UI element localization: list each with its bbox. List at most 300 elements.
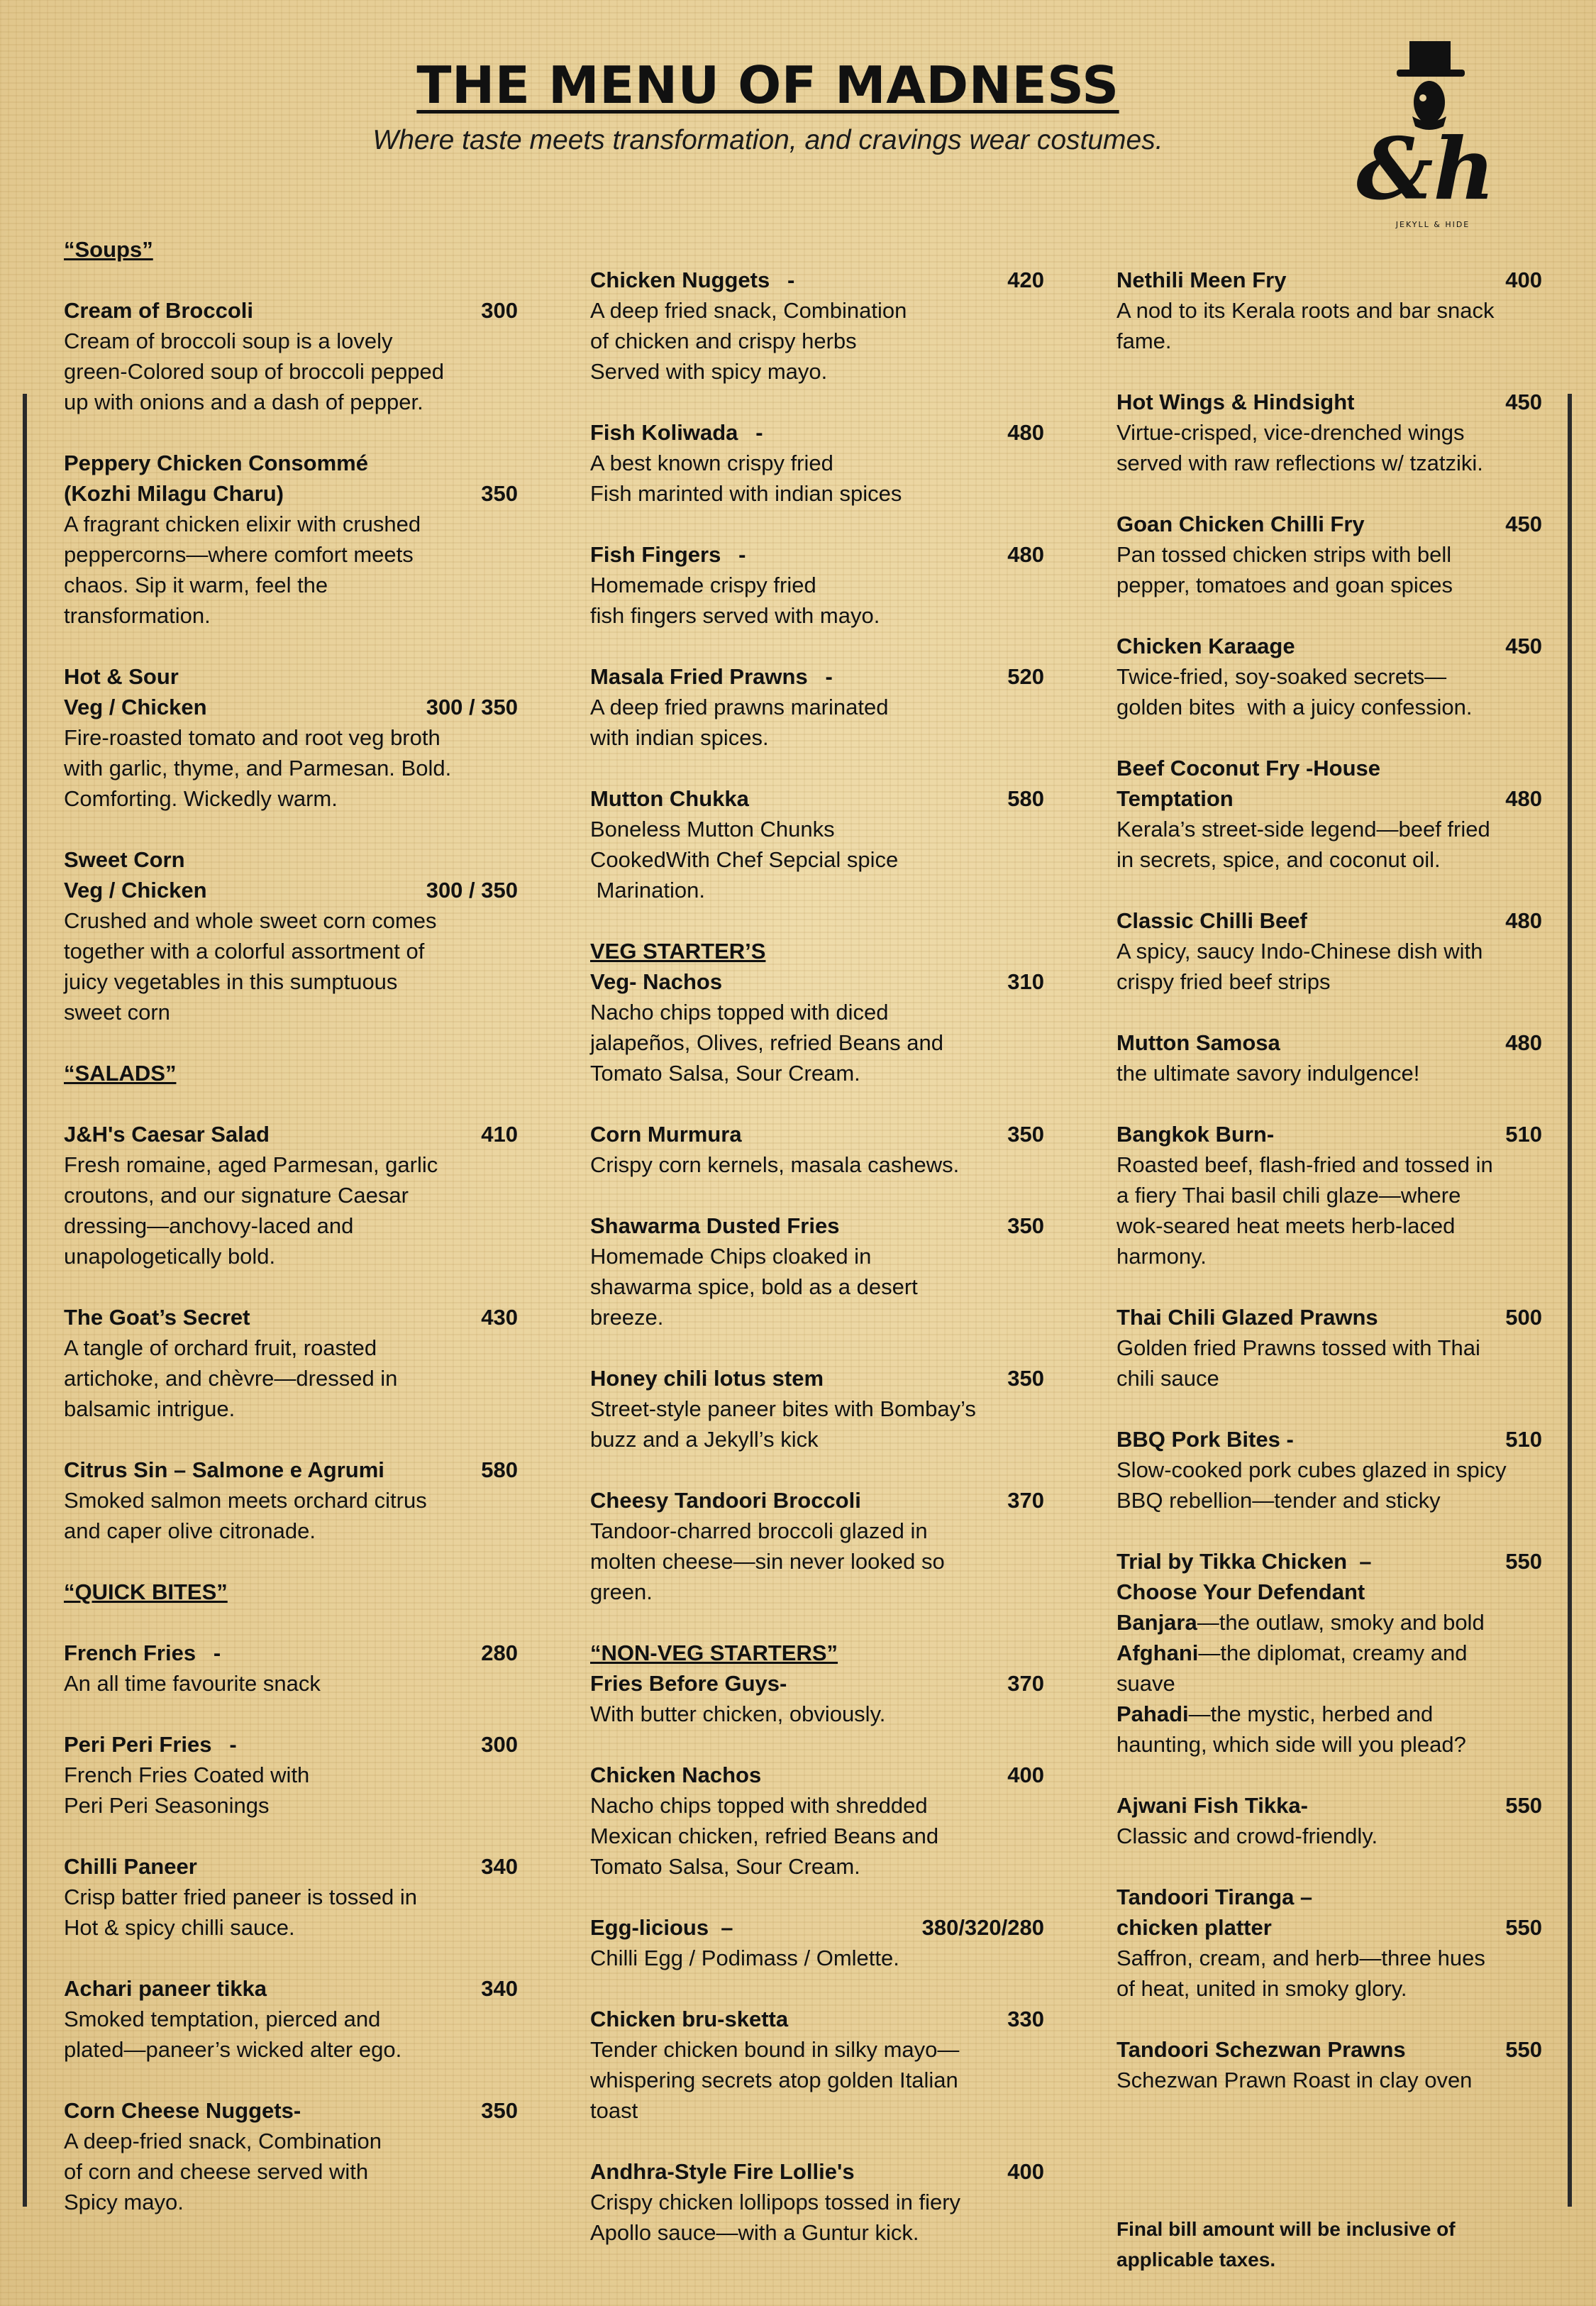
item-price: 300 (481, 1732, 518, 1757)
item-price: 310 (1007, 969, 1044, 994)
item-price: 480 (1505, 1030, 1542, 1055)
item-description: dressing—anchovy-laced and (64, 1213, 354, 1238)
item-name: Chicken Nuggets (590, 267, 770, 292)
item-price: 300 / 350 (426, 695, 518, 719)
menu-item (1116, 905, 1542, 997)
item-description: toast (590, 2098, 638, 2123)
item-description: A best known crispy fried (590, 451, 833, 475)
item-price: 550 (1505, 1549, 1542, 1574)
item-header (1116, 1119, 1542, 1149)
menu-item (64, 1729, 518, 1821)
item-name: Tandoori Schezwan Prawns (1116, 2037, 1406, 2062)
menu-item (590, 1363, 1044, 1455)
menu-item (1116, 631, 1542, 722)
item-header (1116, 1546, 1542, 1577)
item-header (64, 1119, 518, 1149)
item-description: fish fingers served with mayo. (590, 603, 880, 628)
item-price: 450 (1505, 512, 1542, 536)
item-name: Peri Peri Fries (64, 1732, 212, 1757)
menu-item (590, 2156, 1044, 2248)
item-name: Fish Koliwada (590, 420, 738, 445)
item-price: 480 (1505, 908, 1542, 933)
item-header (64, 2095, 518, 2126)
item-header (590, 1668, 1044, 1699)
item-description: of chicken and crispy herbs (590, 329, 857, 353)
item-header-2 (64, 692, 518, 722)
tikka-option-desc: —the mystic, herbed and (1188, 1701, 1434, 1726)
item-description: A fragrant chicken elixir with crushed (64, 512, 421, 536)
item-description: Fire-roasted tomato and root veg broth (64, 725, 440, 750)
item-description: Schezwan Prawn Roast in clay oven (1116, 2068, 1473, 2092)
item-description: chili sauce (1116, 1366, 1219, 1391)
item-dash: - (825, 664, 833, 689)
item-description: Tomato Salsa, Sour Cream. (590, 1061, 860, 1086)
item-description: molten cheese—sin never looked so (590, 1549, 945, 1574)
item-price: 400 (1505, 267, 1542, 292)
item-price: 450 (1505, 634, 1542, 658)
menu-item (590, 966, 1044, 1088)
item-header (64, 295, 518, 326)
item-price: 300 (481, 298, 518, 323)
menu-item (64, 1973, 518, 2065)
item-name: Hot Wings & Hindsight (1116, 390, 1355, 414)
item-header (590, 966, 1044, 997)
item-description: Nacho chips topped with shredded (590, 1793, 928, 1818)
item-description: A tangle of orchard fruit, roasted (64, 1335, 377, 1360)
item-header-2 (64, 478, 518, 509)
menu-item (590, 1912, 1044, 1973)
item-description: Virtue-crisped, vice-drenched wings (1116, 420, 1465, 445)
item-name: Corn Murmura (590, 1122, 742, 1147)
menu-item (64, 295, 518, 417)
item-description: pepper, tomatoes and goan spices (1116, 573, 1453, 597)
item-name: Citrus Sin – Salmone e Agrumi (64, 1457, 384, 1482)
item-name: Fish Fingers (590, 542, 721, 567)
item-description: whispering secrets atop golden Italian (590, 2068, 958, 2092)
menu-item (1116, 1302, 1542, 1394)
item-price: 300 / 350 (426, 878, 518, 903)
item-name: Hot & Sour (64, 664, 179, 689)
menu-column-2 (590, 265, 1044, 2278)
section-heading: VEG STARTER’S (590, 939, 766, 964)
item-description: plated—paneer’s wicked alter ego. (64, 2037, 402, 2062)
item-price: 450 (1505, 390, 1542, 414)
menu-item (590, 539, 1044, 631)
item-description: shawarma spice, bold as a desert (590, 1274, 918, 1299)
item-header (590, 1912, 1044, 1943)
item-name: Trial by Tikka Chicken – (1116, 1549, 1372, 1574)
item-header (1116, 1790, 1542, 1821)
tikka-option-desc: haunting, which side will you plead? (1116, 1732, 1466, 1757)
section-heading: “SALADS” (64, 1061, 177, 1086)
item-description: Tender chicken bound in silky mayo— (590, 2037, 960, 2062)
item-name: French Fries (64, 1640, 196, 1665)
menu-item (1116, 1790, 1542, 1851)
menu-item (1116, 509, 1542, 600)
item-description: Crispy chicken lollipops tossed in fiery (590, 2190, 961, 2214)
item-description: Homemade Chips cloaked in (590, 1244, 872, 1269)
menu-item (64, 2095, 518, 2217)
menu-item (1116, 1027, 1542, 1088)
item-header (64, 448, 518, 478)
item-price: 420 (1007, 267, 1044, 292)
item-header-2 (1116, 1912, 1542, 1943)
item-name: Beef Coconut Fry -House (1116, 756, 1381, 780)
item-dash: - (738, 542, 746, 567)
item-header (590, 1119, 1044, 1149)
item-name: Chicken Karaage (1116, 634, 1295, 658)
item-price: 480 (1007, 542, 1044, 567)
item-description: golden bites with a juicy confession. (1116, 695, 1473, 719)
item-description: Chilli Egg / Podimass / Omlette. (590, 1946, 899, 1970)
item-description: Smoked salmon meets orchard citrus (64, 1488, 427, 1513)
tikka-option-name: Afghani (1116, 1640, 1199, 1665)
item-description: Tomato Salsa, Sour Cream. (590, 1854, 860, 1879)
item-description: Mexican chicken, refried Beans and (590, 1824, 939, 1848)
tikka-option-name: Pahadi (1116, 1701, 1189, 1726)
item-header (590, 783, 1044, 814)
item-description: Crushed and whole sweet corn comes (64, 908, 437, 933)
item-price: 480 (1505, 786, 1542, 811)
item-header (64, 844, 518, 875)
item-header (590, 539, 1044, 570)
item-price: 580 (481, 1457, 518, 1482)
item-description: Comforting. Wickedly warm. (64, 786, 338, 811)
item-description: Slow-cooked pork cubes glazed in spicy (1116, 1457, 1507, 1482)
menu-item (1116, 1882, 1542, 2004)
item-description: Smoked temptation, pierced and (64, 2007, 381, 2031)
item-name: Nethili Meen Fry (1116, 267, 1287, 292)
item-description: together with a colorful assortment of (64, 939, 425, 964)
item-name: Andhra-Style Fire Lollie's (590, 2159, 855, 2184)
item-header (590, 1363, 1044, 1394)
item-name: Goan Chicken Chilli Fry (1116, 512, 1365, 536)
item-description: A deep fried prawns marinated (590, 695, 889, 719)
item-description: up with onions and a dash of pepper. (64, 390, 423, 414)
item-description: juicy vegetables in this sumptuous (64, 969, 398, 994)
jekyll-hyde-logo (1356, 37, 1495, 234)
item-description: With butter chicken, obviously. (590, 1701, 886, 1726)
menu-item (1116, 265, 1542, 356)
menu-item (590, 1760, 1044, 1882)
item-description: sweet corn (64, 1000, 170, 1025)
item-name-2: Temptation (1116, 786, 1234, 811)
tikka-option (1116, 1607, 1542, 1638)
item-price: 350 (1007, 1122, 1044, 1147)
item-dash: - (755, 420, 763, 445)
menu-item (1116, 753, 1542, 875)
tikka-option-desc: —the outlaw, smoky and bold (1197, 1610, 1485, 1635)
item-price: 520 (1007, 664, 1044, 689)
item-description: a fiery Thai basil chili glaze—where (1116, 1183, 1461, 1208)
item-description: Spicy mayo. (64, 2190, 184, 2214)
item-name: Mutton Samosa (1116, 1030, 1280, 1055)
menu-item (1116, 1119, 1542, 1271)
item-description: green-Colored soup of broccoli pepped (64, 359, 444, 384)
menu-item (1116, 387, 1542, 478)
tax-note: Final bill amount will be inclusive of applicable taxes. (1116, 2218, 1456, 2271)
item-price: 340 (481, 1854, 518, 1879)
item-header (1116, 1027, 1542, 1058)
tikka-option (1116, 1638, 1542, 1668)
item-header (64, 1455, 518, 1485)
tikka-option-desc: suave (1116, 1671, 1175, 1696)
item-price: 580 (1007, 786, 1044, 811)
item-header (64, 1851, 518, 1882)
item-header-2 (1116, 1577, 1542, 1607)
item-description: crispy fried beef strips (1116, 969, 1331, 994)
menu-column-1 (64, 234, 518, 2248)
item-description: Classic and crowd-friendly. (1116, 1824, 1378, 1848)
item-description: served with raw reflections w/ tzatziki. (1116, 451, 1483, 475)
item-header (590, 1485, 1044, 1516)
item-description: Fish marinted with indian spices (590, 481, 902, 506)
item-header (590, 2004, 1044, 2034)
menu-item (590, 1485, 1044, 1607)
item-header (590, 265, 1044, 295)
item-description: A deep fried snack, Combination (590, 298, 907, 323)
item-name: Bangkok Burn- (1116, 1122, 1275, 1147)
item-name: BBQ Pork Bites - (1116, 1427, 1294, 1452)
item-description: in secrets, spice, and coconut oil. (1116, 847, 1441, 872)
item-price: 400 (1007, 2159, 1044, 2184)
item-description: A spicy, saucy Indo-Chinese dish with (1116, 939, 1483, 964)
item-description: Served with spicy mayo. (590, 359, 828, 384)
item-price: 550 (1505, 1915, 1542, 1940)
item-description: CookedWith Chef Sepcial spice (590, 847, 899, 872)
menu-item (64, 1851, 518, 1943)
item-name: Cream of Broccoli (64, 298, 254, 323)
item-description: croutons, and our signature Caesar (64, 1183, 409, 1208)
right-border-rule (1568, 394, 1572, 2207)
item-name: Chilli Paneer (64, 1854, 197, 1879)
item-price: 350 (1007, 1213, 1044, 1238)
item-price: 280 (481, 1640, 518, 1665)
item-description: Roasted beef, flash-fried and tossed in (1116, 1152, 1493, 1177)
item-description: Street-style paneer bites with Bombay’s (590, 1396, 976, 1421)
item-header (64, 1302, 518, 1333)
item-header (64, 1973, 518, 2004)
item-name: Classic Chilli Beef (1116, 908, 1307, 933)
item-price: 550 (1505, 1793, 1542, 1818)
item-price: 350 (481, 481, 518, 506)
menu-item (64, 1302, 518, 1424)
item-price: 550 (1505, 2037, 1542, 2062)
item-price: 350 (481, 2098, 518, 2123)
menu-item (1116, 2034, 1542, 2095)
item-description: Saffron, cream, and herb—three hues (1116, 1946, 1485, 1970)
menu-item (590, 661, 1044, 753)
item-name-2: Veg / Chicken (64, 878, 207, 903)
tikka-option-desc: —the diplomat, creamy and (1198, 1640, 1468, 1665)
item-price: 400 (1007, 1762, 1044, 1787)
item-name: Thai Chili Glazed Prawns (1116, 1305, 1378, 1330)
item-name: Ajwani Fish Tikka- (1116, 1793, 1308, 1818)
item-description: Kerala’s street-side legend—beef fried (1116, 817, 1490, 842)
item-description: and caper olive citronade. (64, 1518, 316, 1543)
item-dash: - (229, 1732, 237, 1757)
item-header-2 (1116, 783, 1542, 814)
item-name-2: (Kozhi Milagu Charu) (64, 481, 284, 506)
item-name: Tandoori Tiranga – (1116, 1885, 1313, 1909)
item-header (1116, 1302, 1542, 1333)
item-description: fame. (1116, 329, 1172, 353)
item-description: Marination. (590, 878, 705, 903)
left-border-rule (23, 394, 27, 2207)
item-description: BBQ rebellion—tender and sticky (1116, 1488, 1441, 1513)
item-name-2: chicken platter (1116, 1915, 1272, 1940)
item-price: 500 (1505, 1305, 1542, 1330)
item-name: Cheesy Tandoori Broccoli (590, 1488, 861, 1513)
item-description: of corn and cheese served with (64, 2159, 369, 2184)
item-description: breeze. (590, 1305, 664, 1330)
item-description: Golden fried Prawns tossed with Thai (1116, 1335, 1480, 1360)
item-description: green. (590, 1579, 653, 1604)
item-dash: - (213, 1640, 221, 1665)
svg-text:JEKYLL & HIDE: JEKYLL & HIDE (1395, 220, 1470, 229)
item-price: 370 (1007, 1671, 1044, 1696)
item-name: Mutton Chukka (590, 786, 749, 811)
menu-item (64, 1638, 518, 1699)
item-header (1116, 1882, 1542, 1912)
item-name: Honey chili lotus stem (590, 1366, 824, 1391)
item-price: 480 (1007, 420, 1044, 445)
item-name-2: Choose Your Defendant (1116, 1579, 1365, 1604)
item-price: 510 (1505, 1427, 1542, 1452)
menu-item (590, 1210, 1044, 1333)
menu-item (64, 1119, 518, 1271)
item-header (590, 661, 1044, 692)
item-price: 340 (481, 1976, 518, 2001)
menu-tagline: Where taste meets transformation, and cravings wear costumes. (372, 125, 1163, 155)
section-heading: “QUICK BITES” (64, 1579, 228, 1604)
tikka-option (1116, 1668, 1542, 1699)
item-description: peppercorns—where comfort meets (64, 542, 414, 567)
item-price: 330 (1007, 2007, 1044, 2031)
menu-item (590, 1668, 1044, 1729)
item-description: of heat, united in smoky glory. (1116, 1976, 1407, 2001)
item-description: Cream of broccoli soup is a lovely (64, 329, 393, 353)
item-header (1116, 905, 1542, 936)
item-description: buzz and a Jekyll’s kick (590, 1427, 819, 1452)
item-description: harmony. (1116, 1244, 1207, 1269)
item-price: 380/320/280 (921, 1915, 1044, 1940)
item-description: A deep-fried snack, Combination (64, 2129, 382, 2153)
item-header (1116, 387, 1542, 417)
item-description: Apollo sauce—with a Guntur kick. (590, 2220, 919, 2245)
item-header (1116, 1424, 1542, 1455)
item-description: artichoke, and chèvre—dressed in (64, 1366, 398, 1391)
item-description: the ultimate savory indulgence! (1116, 1061, 1420, 1086)
item-description: Nacho chips topped with diced (590, 1000, 889, 1025)
tikka-option-name: Banjara (1116, 1610, 1197, 1635)
item-price: 430 (481, 1305, 518, 1330)
item-header (64, 1638, 518, 1668)
item-name: Chicken bru-sketta (590, 2007, 789, 2031)
item-description: Pan tossed chicken strips with bell (1116, 542, 1452, 567)
item-name: Egg-licious – (590, 1915, 733, 1940)
item-description: French Fries Coated with (64, 1762, 310, 1787)
item-name: J&H's Caesar Salad (64, 1122, 270, 1147)
menu-item (590, 265, 1044, 387)
item-header (1116, 631, 1542, 661)
item-header (590, 1210, 1044, 1241)
item-header (590, 1760, 1044, 1790)
item-header (64, 1729, 518, 1760)
item-description: Homemade crispy fried (590, 573, 816, 597)
item-name: Fries Before Guys- (590, 1671, 787, 1696)
item-header (1116, 753, 1542, 783)
item-description: jalapeños, Olives, refried Beans and (590, 1030, 944, 1055)
item-description: with indian spices. (590, 725, 769, 750)
menu-item (1116, 1424, 1542, 1516)
item-dash: - (787, 267, 795, 292)
item-name: Shawarma Dusted Fries (590, 1213, 840, 1238)
item-name: Corn Cheese Nuggets- (64, 2098, 301, 2123)
item-description: Crispy corn kernels, masala cashews. (590, 1152, 960, 1177)
menu-title: THE MENU OF MADNESS (416, 55, 1119, 115)
menu-item (64, 1455, 518, 1546)
item-description: with garlic, thyme, and Parmesan. Bold. (64, 756, 452, 780)
item-name: The Goat’s Secret (64, 1305, 250, 1330)
item-name-2: Veg / Chicken (64, 695, 207, 719)
item-header (64, 661, 518, 692)
item-description: balsamic intrigue. (64, 1396, 235, 1421)
item-description: Twice-fried, soy-soaked secrets— (1116, 664, 1447, 689)
item-description: An all time favourite snack (64, 1671, 321, 1696)
item-name: Peppery Chicken Consommé (64, 451, 368, 475)
item-description: A nod to its Kerala roots and bar snack (1116, 298, 1495, 323)
item-description: Fresh romaine, aged Parmesan, garlic (64, 1152, 438, 1177)
menu-item (64, 448, 518, 631)
item-description: Hot & spicy chilli sauce. (64, 1915, 295, 1940)
item-price: 510 (1505, 1122, 1542, 1147)
item-header (1116, 509, 1542, 539)
menu-column-3 (1116, 265, 1542, 2126)
item-header (1116, 2034, 1542, 2065)
item-description: Tandoor-charred broccoli glazed in (590, 1518, 928, 1543)
item-name: Chicken Nachos (590, 1762, 762, 1787)
item-description: Crisp batter fried paneer is tossed in (64, 1885, 417, 1909)
item-description: Peri Peri Seasonings (64, 1793, 270, 1818)
menu-item (1116, 1546, 1542, 1760)
tikka-option (1116, 1699, 1542, 1729)
item-name: Sweet Corn (64, 847, 185, 872)
item-description: wok-seared heat meets herb-laced (1116, 1213, 1456, 1238)
menu-item (590, 2004, 1044, 2126)
item-price: 410 (481, 1122, 518, 1147)
item-header (590, 2156, 1044, 2187)
item-header (1116, 265, 1542, 295)
item-description: unapologetically bold. (64, 1244, 276, 1269)
item-name: Achari paneer tikka (64, 1976, 267, 2001)
section-heading: “NON-VEG STARTERS” (590, 1640, 838, 1665)
item-name: Veg- Nachos (590, 969, 723, 994)
menu-item (64, 661, 518, 814)
menu-item (590, 1119, 1044, 1180)
item-header (590, 417, 1044, 448)
menu-item (590, 783, 1044, 905)
item-description: transformation. (64, 603, 211, 628)
item-name: Masala Fried Prawns (590, 664, 808, 689)
tikka-option (1116, 1729, 1542, 1760)
item-description: chaos. Sip it warm, feel the (64, 573, 328, 597)
svg-text:&h: &h (1356, 119, 1495, 219)
section-heading: “Soups” (64, 237, 153, 262)
menu-item (64, 844, 518, 1027)
menu-item (590, 417, 1044, 509)
item-price: 370 (1007, 1488, 1044, 1513)
